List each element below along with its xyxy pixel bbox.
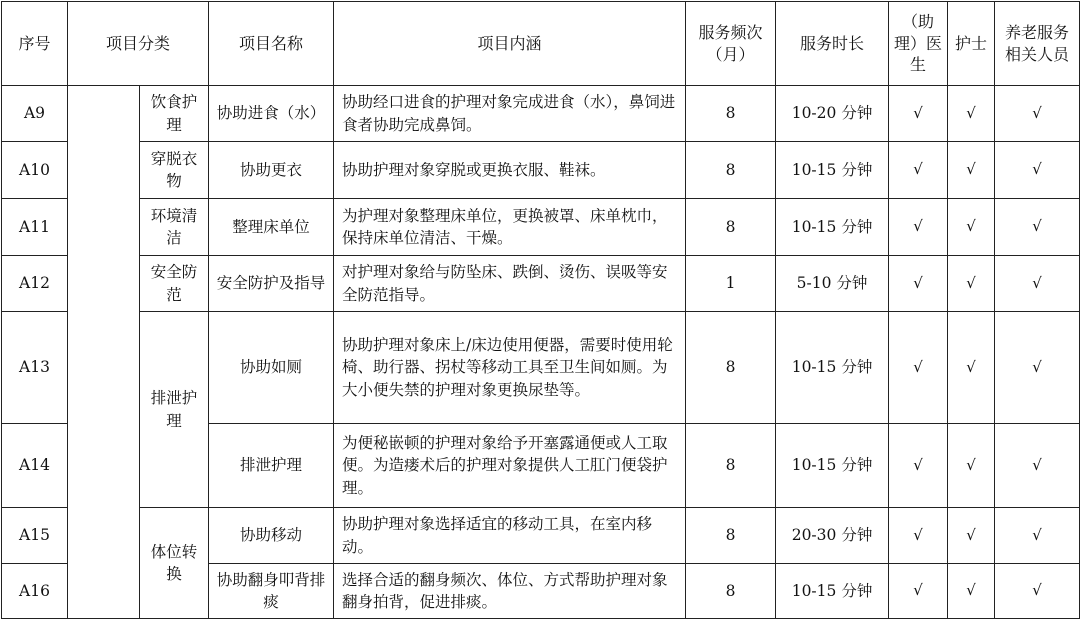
doctor-check: √ <box>889 564 948 619</box>
table-row <box>2 508 1080 564</box>
row-duration: 10-15 分钟 <box>776 199 889 256</box>
row-seq: A11 <box>2 199 68 256</box>
group-name: 穿脱衣物 <box>140 142 209 199</box>
doctor-check: √ <box>889 424 948 508</box>
row-seq: A13 <box>2 312 68 424</box>
row-frequency: 8 <box>686 424 776 508</box>
doctor-check: √ <box>889 508 948 564</box>
table-row <box>2 142 1080 199</box>
nurse-check: √ <box>948 142 995 199</box>
header-frequency: 服务频次（月） <box>686 2 776 86</box>
row-content: 协助护理对象穿脱或更换衣服、鞋袜。 <box>334 142 686 199</box>
doctor-check: √ <box>889 256 948 312</box>
row-content: 协助护理对象选择适宜的移动工具，在室内移动。 <box>334 508 686 564</box>
staff-check: √ <box>995 424 1080 508</box>
row-frequency: 8 <box>686 86 776 142</box>
row-seq: A14 <box>2 424 68 508</box>
staff-check: √ <box>995 508 1080 564</box>
group-name: 排泄护理 <box>140 312 209 508</box>
row-content: 选择合适的翻身频次、体位、方式帮助护理对象翻身拍背，促进排痰。 <box>334 564 686 619</box>
row-duration: 10-15 分钟 <box>776 424 889 508</box>
row-name: 协助如厕 <box>209 312 334 424</box>
header-nurse: 护士 <box>948 2 995 86</box>
header-doctor: （助理）医生 <box>889 2 948 86</box>
staff-check: √ <box>995 256 1080 312</box>
row-seq: A15 <box>2 508 68 564</box>
header-duration: 服务时长 <box>776 2 889 86</box>
nurse-check: √ <box>948 424 995 508</box>
header-name: 项目名称 <box>209 2 334 86</box>
row-duration: 5-10 分钟 <box>776 256 889 312</box>
row-name: 协助进食（水） <box>209 86 334 142</box>
row-duration: 20-30 分钟 <box>776 508 889 564</box>
nurse-check: √ <box>948 199 995 256</box>
row-frequency: 8 <box>686 199 776 256</box>
row-content: 为护理对象整理床单位，更换被罩、床单枕巾，保持床单位清洁、干燥。 <box>334 199 686 256</box>
staff-check: √ <box>995 312 1080 424</box>
header-seq: 序号 <box>2 2 68 86</box>
nurse-check: √ <box>948 86 995 142</box>
row-content: 协助护理对象床上/床边使用便器，需要时使用轮椅、助行器、拐杖等移动工具至卫生间如厕。为大小便失禁的护理对象更换尿垫等。 <box>334 312 686 424</box>
group-name: 安全防范 <box>140 256 209 312</box>
row-duration: 10-20 分钟 <box>776 86 889 142</box>
document-page <box>0 1 1080 618</box>
group-name: 环境清洁 <box>140 199 209 256</box>
row-frequency: 8 <box>686 564 776 619</box>
header-category: 项目分类 <box>68 2 209 86</box>
row-duration: 10-15 分钟 <box>776 142 889 199</box>
row-name: 协助翻身叩背排痰 <box>209 564 334 619</box>
row-frequency: 8 <box>686 142 776 199</box>
doctor-check: √ <box>889 86 948 142</box>
table-row <box>2 312 1080 424</box>
service-table <box>1 1 1080 619</box>
row-duration: 10-15 分钟 <box>776 564 889 619</box>
header-staff: 养老服务相关人员 <box>995 2 1080 86</box>
staff-check: √ <box>995 199 1080 256</box>
row-name: 安全防护及指导 <box>209 256 334 312</box>
row-content: 为便秘嵌顿的护理对象给予开塞露通便或人工取便。为造瘘术后的护理对象提供人工肛门便袋护理。 <box>334 424 686 508</box>
row-seq: A12 <box>2 256 68 312</box>
group-name: 饮食护理 <box>140 86 209 142</box>
row-content: 协助经口进食的护理对象完成进食（水），鼻饲进食者协助完成鼻饲。 <box>334 86 686 142</box>
row-frequency: 8 <box>686 312 776 424</box>
staff-check: √ <box>995 142 1080 199</box>
table-row <box>2 86 1080 142</box>
row-frequency: 1 <box>686 256 776 312</box>
row-name: 协助移动 <box>209 508 334 564</box>
parent-category-cell <box>68 86 140 619</box>
table-row <box>2 199 1080 256</box>
staff-check: √ <box>995 86 1080 142</box>
nurse-check: √ <box>948 564 995 619</box>
row-content: 对护理对象给与防坠床、跌倒、烫伤、误吸等安全防范指导。 <box>334 256 686 312</box>
row-seq: A16 <box>2 564 68 619</box>
doctor-check: √ <box>889 312 948 424</box>
header-row <box>2 2 1080 86</box>
table-row <box>2 256 1080 312</box>
row-seq: A9 <box>2 86 68 142</box>
doctor-check: √ <box>889 142 948 199</box>
header-content: 项目内涵 <box>334 2 686 86</box>
nurse-check: √ <box>948 508 995 564</box>
group-name: 体位转换 <box>140 508 209 619</box>
row-seq: A10 <box>2 142 68 199</box>
staff-check: √ <box>995 564 1080 619</box>
row-frequency: 8 <box>686 508 776 564</box>
row-name: 协助更衣 <box>209 142 334 199</box>
row-name: 整理床单位 <box>209 199 334 256</box>
row-name: 排泄护理 <box>209 424 334 508</box>
doctor-check: √ <box>889 199 948 256</box>
row-duration: 10-15 分钟 <box>776 312 889 424</box>
nurse-check: √ <box>948 312 995 424</box>
nurse-check: √ <box>948 256 995 312</box>
